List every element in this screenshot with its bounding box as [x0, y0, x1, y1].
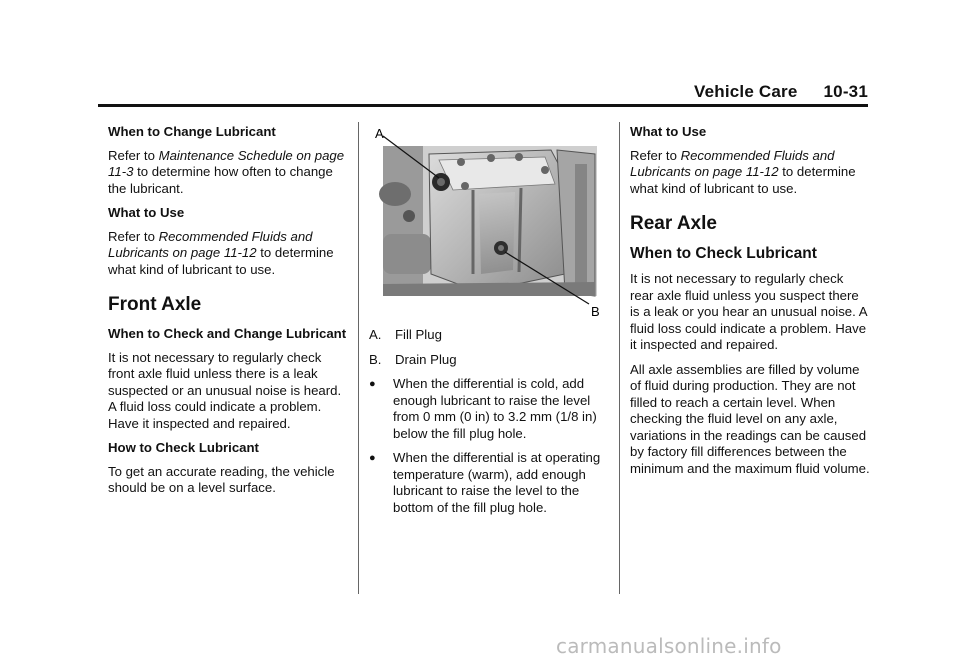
paragraph-what-reference — [108, 229, 348, 279]
text-span: Refer to — [630, 147, 681, 163]
text-span: to determine what kind of lubricant to use. — [108, 245, 334, 277]
bullet-item — [369, 376, 609, 442]
column-divider-1 — [358, 122, 359, 594]
page-header — [98, 82, 868, 104]
heading-when-to-check-and-change: When to Check and Change Lubricant — [108, 326, 347, 341]
figure-label-b: B — [591, 304, 600, 319]
text-span: Refer to — [108, 228, 159, 244]
column-2 — [369, 124, 609, 524]
axle-illustration — [369, 124, 609, 322]
watermark: carmanualsonline.info — [556, 634, 782, 658]
bullet-text: When the differential is at operating temperature (warm), add enough lubricant to raise the level to the bottom of the fill plug hole. — [393, 450, 601, 515]
section-title: Vehicle Care — [693, 82, 798, 101]
bullet-item — [369, 450, 609, 516]
axle-diagram — [369, 124, 609, 322]
paragraph-fill-volume: All axle assemblies are filled by volume of fluid during production. They are not filled to reach a certain level. When checking the fluid level on any axle, variations in the readings can be caused by factory fill differences between the minimum and the maximum fluid volume. — [630, 361, 870, 476]
heading-when-to-check: When to Check Lubricant — [630, 245, 817, 262]
caption-text: Fill Plug — [395, 327, 442, 342]
paragraph-what-reference — [630, 148, 870, 198]
paragraph-change-reference — [108, 148, 348, 198]
paragraph-how-to-check: To get an accurate reading, the vehicle should be on a level surface. — [108, 463, 335, 495]
section-title-front-axle: Front Axle — [108, 294, 202, 315]
link-recommended-fluids: Recommended Fluids and Lubricants on page 11-12 — [630, 147, 835, 179]
page-number: 10-31 — [823, 82, 868, 101]
heading-how-to-check: How to Check Lubricant — [108, 440, 259, 455]
paragraph-rear-axle-check: It is not necessary to regularly check rear axle fluid unless you suspect there is a leak or you hear an unusual noise. A fluid loss could indicate a problem. Have it inspected and repaired. — [630, 271, 867, 352]
section-title-rear-axle: Rear Axle — [630, 213, 717, 234]
text-span: to determine what kind of lubricant to use. — [630, 164, 856, 196]
link-recommended-fluids: Recommended Fluids and Lubricants on page 11-12 — [108, 228, 313, 260]
caption-letter: B. — [369, 351, 382, 367]
bullet-icon: ● — [369, 378, 376, 390]
bullet-text: When the differential is cold, add enough lubricant to raise the level from 0 mm (0 in) to 3.2 mm (1/8 in) below the fill plug hole. — [393, 376, 597, 441]
caption-b — [369, 352, 609, 369]
column-divider-2 — [619, 122, 620, 594]
text-span: to determine how often to change the lubricant. — [108, 164, 333, 196]
link-maintenance-schedule: Maintenance Schedule on page 11-3 — [108, 147, 345, 179]
caption-text: Drain Plug — [395, 351, 457, 367]
paragraph-front-axle-check: It is not necessary to regularly check front axle fluid unless there is a leak suspected or an unusual noise is heard. A fluid loss could indicate a problem. Have it inspected and repaired. — [108, 349, 342, 431]
caption-a — [369, 327, 609, 344]
bullet-icon: ● — [369, 452, 376, 464]
column-1 — [108, 124, 348, 505]
heading-what-to-use: What to Use — [630, 124, 707, 139]
heading-when-to-change: When to Change Lubricant — [108, 124, 276, 139]
figure-label-a: A — [375, 126, 384, 141]
header-rule — [98, 104, 868, 107]
caption-letter: A. — [369, 327, 382, 342]
heading-what-to-use: What to Use — [108, 205, 185, 220]
text-span: Refer to — [108, 147, 159, 163]
column-3 — [630, 124, 870, 485]
